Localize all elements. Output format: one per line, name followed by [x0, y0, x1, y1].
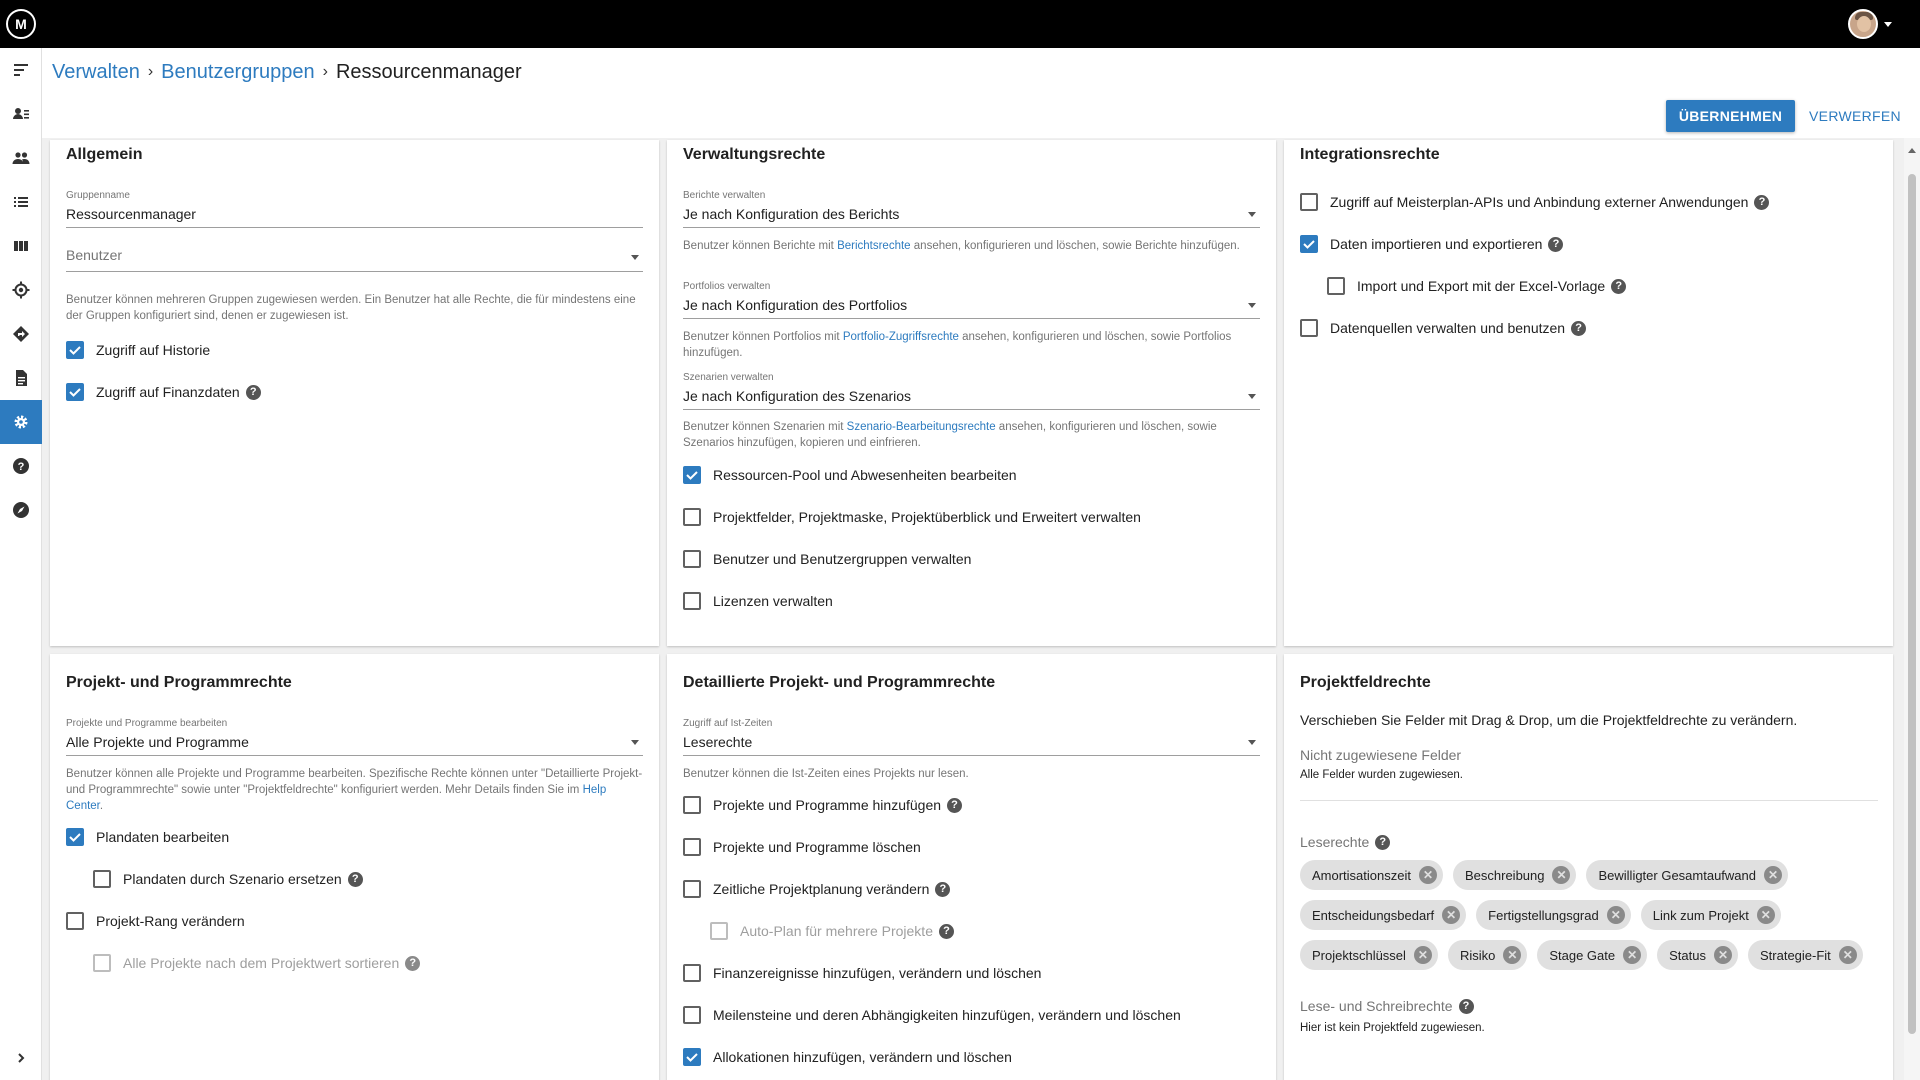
checkbox-finance[interactable]: [66, 383, 261, 401]
help-icon[interactable]: ?: [939, 924, 954, 939]
link-portfolio-zugriffsrechte[interactable]: Portfolio-Zugriffsrechte: [842, 331, 959, 343]
help-icon[interactable]: ?: [246, 385, 261, 400]
field-chip[interactable]: [1453, 860, 1577, 890]
checkbox-timeline[interactable]: [683, 880, 950, 898]
chip-remove-icon[interactable]: ✕: [1414, 946, 1432, 964]
field-chip[interactable]: [1537, 940, 1647, 970]
field-chip[interactable]: [1586, 860, 1788, 890]
field-chip[interactable]: [1448, 940, 1527, 970]
checkbox-rank[interactable]: [66, 912, 245, 930]
settings-icon[interactable]: [0, 400, 42, 444]
field-label: Projekte und Programme bearbeiten: [66, 718, 228, 729]
link-berichtsrechte[interactable]: Berichtsrechte: [837, 240, 911, 252]
checkbox-label: Zeitliche Projektplanung verändern: [713, 881, 930, 897]
checkbox-unchecked-icon[interactable]: [683, 592, 701, 610]
users-placeholder[interactable]: Benutzer: [66, 242, 643, 272]
field-chip[interactable]: [1641, 900, 1781, 930]
chip-remove-icon[interactable]: ✕: [1442, 906, 1460, 924]
field-value[interactable]: Je nach Konfiguration des Berichts: [683, 204, 1260, 228]
checkbox-label: Meilensteine und deren Abhängigkeiten hinzufügen, verändern und löschen: [713, 1007, 1181, 1023]
field-chip[interactable]: [1300, 860, 1443, 890]
checkbox-checked-icon[interactable]: [66, 383, 84, 401]
checkbox-label: Plandaten bearbeiten: [96, 829, 230, 845]
read-write-rights-note: Hier ist kein Projektfeld zugewiesen.: [1300, 1022, 1485, 1034]
read-rights-chips: [1300, 860, 1878, 970]
checkbox-label: Benutzer und Benutzergruppen verwalten: [713, 551, 972, 567]
field-label: Berichte verwalten: [683, 190, 766, 201]
actual-times-select[interactable]: [683, 718, 1260, 756]
checkbox-unchecked-icon[interactable]: [1300, 193, 1318, 211]
menu-icon[interactable]: [0, 48, 42, 92]
dropdown-arrow-icon[interactable]: [1248, 212, 1256, 217]
dropdown-arrow-icon[interactable]: [1248, 394, 1256, 399]
divider: [1300, 800, 1878, 801]
checkbox-label: Projekt-Rang verändern: [96, 913, 245, 929]
avatar-caret-icon[interactable]: [1884, 22, 1892, 27]
checkbox-finance-events[interactable]: [683, 964, 1041, 982]
help-icon[interactable]: ?: [1571, 321, 1586, 336]
directions-icon[interactable]: [0, 312, 42, 356]
breadcrumb-benutzergruppen[interactable]: Benutzergruppen: [161, 60, 315, 83]
checkbox-milestones[interactable]: [683, 1006, 1181, 1024]
checkbox-label: Plandaten durch Szenario ersetzen: [123, 871, 342, 887]
field-value[interactable]: Leserechte: [683, 732, 1260, 756]
checkbox-unchecked-icon[interactable]: [1300, 319, 1318, 337]
checkbox-plan-scenario[interactable]: [93, 870, 363, 888]
checkbox-disabled-icon: [93, 954, 111, 972]
content-area: [42, 138, 1904, 1080]
projects-edit-hint: Benutzer können alle Projekte und Programme bearbeiten. Spezifische Rechte können unter "Detaillierte Projekt- und Programmrechte" sowie unter "Projektfeldrechte" konfiguriert werden. Mehr Details finden Sie im Help Center.: [66, 768, 643, 812]
checkbox-disabled-icon: [710, 922, 728, 940]
checkbox-unchecked-icon[interactable]: [683, 1006, 701, 1024]
checkbox-label: Zugriff auf Historie: [96, 342, 211, 358]
checkbox-import[interactable]: [1300, 235, 1563, 253]
contacts-icon[interactable]: [0, 92, 42, 136]
card-projektrechte: [50, 654, 659, 1080]
apply-button[interactable]: ÜBERNEHMEN: [1666, 100, 1795, 132]
checkbox-checked-icon[interactable]: [683, 466, 701, 484]
link-help-center[interactable]: Help Center: [66, 784, 607, 812]
field-label: Zugriff auf Ist-Zeiten: [683, 718, 773, 729]
users-hint: Benutzer können mehreren Gruppen zugewiesen werden. Ein Benutzer hat alle Rechte, die für mindestens eine der Gruppen konfiguriert sind, denen er zugewiesen ist.: [66, 294, 636, 322]
help-icon[interactable]: ?: [1754, 195, 1769, 210]
chip-label: Entscheidungsbedarf: [1312, 907, 1435, 923]
chip-label: Bewilligter Gesamtaufwand: [1598, 867, 1757, 883]
help-icon[interactable]: [0, 444, 42, 488]
checkbox-sort: [93, 954, 420, 972]
field-value[interactable]: Je nach Konfiguration des Portfolios: [683, 295, 1260, 319]
checkbox-label: Zugriff auf Meisterplan-APIs und Anbindung externer Anwendungen: [1330, 194, 1749, 210]
user-avatar[interactable]: [1848, 9, 1878, 39]
chip-label: Amortisationszeit: [1312, 867, 1411, 883]
unassigned-fields-title: Nicht zugewiesene Felder: [1300, 747, 1462, 763]
checkbox-label: Projekte und Programme hinzufügen: [713, 797, 942, 813]
field-label: Szenarien verwalten: [683, 372, 774, 383]
chip-label: Beschreibung: [1464, 867, 1545, 883]
chip-remove-icon[interactable]: ✕: [1764, 866, 1782, 884]
card-title: Projekt- und Programmrechte: [66, 674, 292, 691]
checkbox-unchecked-icon[interactable]: [93, 870, 111, 888]
columns-icon[interactable]: [0, 224, 42, 268]
field-chip[interactable]: [1300, 900, 1466, 930]
checkbox-autoplan: [710, 922, 954, 940]
svg-text:?: ?: [17, 461, 25, 473]
help-icon[interactable]: ?: [1548, 237, 1563, 252]
actual-times-hint: Benutzer können die Ist-Zeiten eines Projekts nur lesen.: [683, 768, 969, 780]
checkbox-pool[interactable]: [683, 466, 1017, 484]
card-title: Allgemein: [66, 146, 143, 163]
card-title: Verwaltungsrechte: [683, 146, 826, 163]
checkbox-unchecked-icon[interactable]: [683, 964, 701, 982]
chip-label: Risiko: [1459, 947, 1496, 963]
checkbox-unchecked-icon[interactable]: [683, 550, 701, 568]
help-icon[interactable]: ?: [405, 956, 420, 971]
reports-hint: Benutzer können Berichte mit Berichtsrechte ansehen, konfigurieren und löschen, sowie Berichte hinzufügen.: [683, 240, 1240, 252]
card-verwaltungsrechte: [667, 140, 1276, 646]
card-title: Detaillierte Projekt- und Programmrechte: [683, 674, 996, 691]
checkbox-delete-projects[interactable]: [683, 838, 921, 856]
breadcrumb-separator: ›: [147, 63, 154, 80]
chip-label: Stage Gate: [1549, 947, 1616, 963]
checkbox-allocations[interactable]: [683, 1048, 1012, 1066]
help-icon[interactable]: ?: [947, 798, 962, 813]
help-icon[interactable]: ?: [348, 872, 363, 887]
checkbox-label: Ressourcen-Pool und Abwesenheiten bearbeiten: [713, 467, 1017, 483]
list-icon[interactable]: [0, 180, 42, 224]
people-icon[interactable]: [0, 136, 42, 180]
document-icon[interactable]: [0, 356, 42, 400]
chip-label: Status: [1669, 947, 1706, 963]
projects-edit-select[interactable]: [66, 718, 643, 756]
checkbox-licenses[interactable]: [683, 592, 833, 610]
field-value[interactable]: Je nach Konfiguration des Szenarios: [683, 386, 1260, 410]
checkbox-unchecked-icon[interactable]: [683, 880, 701, 898]
checkbox-excel[interactable]: [1327, 277, 1626, 295]
field-label: Portfolios verwalten: [683, 281, 771, 292]
chip-label: Link zum Projekt: [1652, 907, 1749, 923]
card-title: Integrationsrechte: [1300, 146, 1440, 163]
checkbox-unchecked-icon[interactable]: [683, 796, 701, 814]
breadcrumb: [52, 58, 522, 86]
chip-remove-icon[interactable]: ✕: [1419, 866, 1437, 884]
compass-icon[interactable]: [0, 488, 42, 532]
checkbox-label: Zugriff auf Finanzdaten: [96, 384, 240, 400]
scenarios-select[interactable]: [683, 372, 1260, 410]
help-icon[interactable]: ?: [1459, 999, 1474, 1014]
top-bar: [0, 0, 1920, 48]
breadcrumb-current: Ressourcenmanager: [335, 60, 522, 83]
sidebar: [0, 48, 42, 1080]
checkbox-api[interactable]: [1300, 193, 1769, 211]
group-name-field[interactable]: [66, 190, 643, 228]
help-icon[interactable]: ?: [1375, 835, 1390, 850]
checkbox-label: Projektfelder, Projektmaske, Projektüberblick und Erweitert verwalten: [713, 509, 1141, 525]
target-icon[interactable]: [0, 268, 42, 312]
users-select[interactable]: [66, 242, 643, 272]
checkbox-checked-icon[interactable]: [683, 1048, 701, 1066]
checkbox-label: Lizenzen verwalten: [713, 593, 833, 609]
checkbox-label: Import und Export mit der Excel-Vorlage: [1357, 278, 1606, 294]
breadcrumb-verwalten[interactable]: Verwalten: [52, 60, 140, 83]
checkbox-users[interactable]: [683, 550, 971, 568]
field-value[interactable]: Alle Projekte und Programme: [66, 732, 643, 756]
chip-remove-icon[interactable]: ✕: [1714, 946, 1732, 964]
read-rights-title: Leserechte ?: [1300, 834, 1390, 850]
chevron-right-icon[interactable]: [0, 1036, 42, 1080]
checkbox-label: Allokationen hinzufügen, verändern und löschen: [713, 1049, 1012, 1065]
field-chip[interactable]: [1300, 940, 1438, 970]
checkbox-plan[interactable]: [66, 828, 229, 846]
help-icon[interactable]: ?: [935, 882, 950, 897]
unassigned-fields-note: Alle Felder wurden zugewiesen.: [1300, 769, 1464, 781]
chip-remove-icon[interactable]: ✕: [1623, 946, 1641, 964]
chip-remove-icon[interactable]: ✕: [1607, 906, 1625, 924]
checkbox-label: Projekte und Programme löschen: [713, 839, 921, 855]
chip-remove-icon[interactable]: ✕: [1757, 906, 1775, 924]
projektfeld-description: Verschieben Sie Felder mit Drag & Drop, um die Projektfeldrechte zu verändern.: [1300, 712, 1798, 728]
field-value[interactable]: Ressourcenmanager: [66, 204, 643, 228]
checkbox-label: Daten importieren und exportieren: [1330, 236, 1543, 252]
link-szenario-bearbeitungsrechte[interactable]: Szenario-Bearbeitungsrechte: [846, 421, 996, 433]
chip-remove-icon[interactable]: ✕: [1503, 946, 1521, 964]
app-logo[interactable]: M: [6, 9, 36, 39]
chip-label: Strategie-Fit: [1759, 947, 1831, 963]
card-allgemein: [50, 140, 659, 646]
checkbox-label: Finanzereignisse hinzufügen, verändern und löschen: [713, 965, 1042, 981]
card-title: Projektfeldrechte: [1300, 674, 1431, 691]
dropdown-arrow-icon[interactable]: [631, 740, 639, 745]
scenarios-hint: Benutzer können Szenarien mit Szenario-Bearbeitungsrechte ansehen, konfigurieren und löschen, sowie Szenarios hinzufügen, kopieren und einfrieren.: [683, 421, 1217, 449]
field-chip[interactable]: [1476, 900, 1631, 930]
discard-button[interactable]: VERWERFEN: [1809, 108, 1901, 124]
checkbox-label: Datenquellen verwalten und benutzen: [1330, 320, 1566, 336]
help-icon[interactable]: ?: [1611, 279, 1626, 294]
dropdown-arrow-icon[interactable]: [1248, 303, 1256, 308]
page-header: [42, 48, 1920, 138]
read-write-rights-title: Lese- und Schreibrechte ?: [1300, 998, 1474, 1014]
portfolios-hint: Benutzer können Portfolios mit Portfolio-Zugriffsrechte ansehen, konfigurieren und löschen, sowie Portfolios hinzufügen.: [683, 331, 1232, 359]
chip-label: Fertigstellungsgrad: [1488, 907, 1599, 923]
chip-remove-icon[interactable]: ✕: [1839, 946, 1857, 964]
checkbox-checked-icon[interactable]: [66, 828, 84, 846]
field-chip[interactable]: [1748, 940, 1863, 970]
checkbox-unchecked-icon[interactable]: [66, 912, 84, 930]
scroll-thumb[interactable]: [1908, 174, 1916, 1034]
field-chip[interactable]: [1657, 940, 1738, 970]
scrollbar[interactable]: [1904, 138, 1920, 1080]
chip-remove-icon[interactable]: ✕: [1552, 866, 1570, 884]
breadcrumb-separator: ›: [322, 63, 328, 80]
checkbox-checked-icon[interactable]: [66, 341, 84, 359]
dropdown-arrow-icon[interactable]: [631, 255, 639, 260]
portfolios-select[interactable]: [683, 281, 1260, 319]
card-projektfeldrechte: [1284, 654, 1893, 1080]
checkbox-label: Alle Projekte nach dem Projektwert sortieren: [123, 955, 400, 971]
dropdown-arrow-icon[interactable]: [1248, 740, 1256, 745]
reports-select[interactable]: [683, 190, 1260, 228]
card-detailrechte: [667, 654, 1276, 1080]
chip-label: Projektschlüssel: [1312, 947, 1406, 963]
checkbox-label: Auto-Plan für mehrere Projekte: [740, 923, 933, 939]
checkbox-add-projects[interactable]: [683, 796, 962, 814]
scroll-up-icon[interactable]: [1908, 148, 1916, 153]
checkbox-history[interactable]: [66, 341, 210, 359]
checkbox-sources[interactable]: [1300, 319, 1586, 337]
field-label: Gruppenname: [66, 190, 130, 201]
checkbox-unchecked-icon[interactable]: [1327, 277, 1345, 295]
checkbox-checked-icon[interactable]: [1300, 235, 1318, 253]
card-integrationsrechte: [1284, 140, 1893, 646]
checkbox-unchecked-icon[interactable]: [683, 508, 701, 526]
checkbox-fields[interactable]: [683, 508, 1141, 526]
checkbox-unchecked-icon[interactable]: [683, 838, 701, 856]
